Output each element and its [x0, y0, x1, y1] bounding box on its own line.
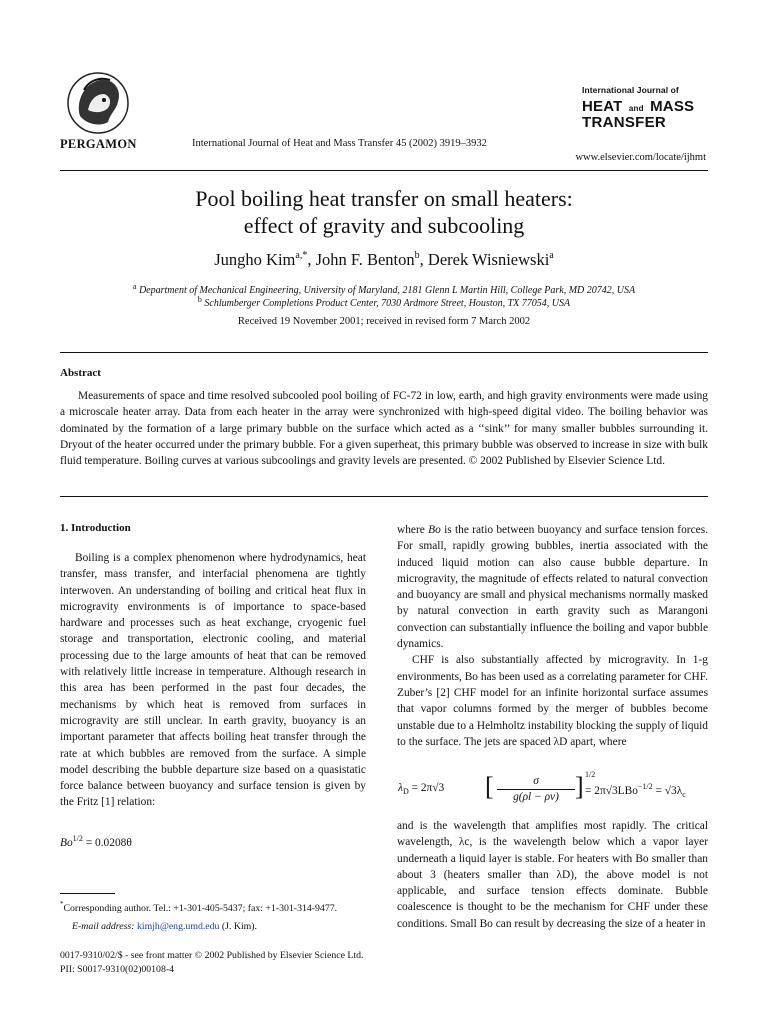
footnote-rule [60, 893, 115, 894]
equation-zuber [397, 772, 708, 808]
footnote-email-line [60, 919, 366, 934]
affiliation-mark: b [197, 295, 202, 304]
intro-right-column-continued [397, 818, 708, 932]
author-affil-mark: b [414, 250, 420, 261]
title-line-2: effect of gravity and subcooling [243, 213, 525, 238]
email-link[interactable]: kimjh@eng.umd.edu [136, 921, 220, 932]
intro-left-column [60, 550, 366, 811]
footnote [60, 897, 366, 934]
eq-bracket-right: ] [575, 772, 584, 801]
journal-brand-logo [582, 86, 694, 130]
eq-numerator: σ [497, 774, 575, 790]
text-run: where [397, 524, 429, 536]
affiliation-mark: a [132, 282, 137, 291]
section-heading: 1. Introduction [60, 522, 131, 534]
brand-heat: HEAT [582, 97, 623, 115]
eq-rhs: = 0.0208θ [82, 837, 132, 849]
eq-rhs-b: = √3λ [652, 785, 683, 797]
affiliation-a [0, 282, 768, 296]
author-name: Derek Wisniewski [427, 250, 550, 269]
abstract-heading: Abstract [60, 367, 101, 379]
intro-paragraph: Boiling is a complex phenomenon where hydrodynamics, heat transfer, mass transfer, and interfacial phenomena are tightly interwoven. An understanding of boiling and critical heat flux in microgravity environments is of importance to space-based hardware and processes such as heat exchange, cryogenic fuel storage and transportation, electronic cooling, and material processing due to the large amounts of heat that can be removed with relatively little increase in temperature. Although research in this area has been performed in the past four decades, the mechanisms by which heat is removed from surfaces in microgravity are still unclear. In earth gravity, buoyancy is an important parameter that affects boiling heat transfer through the rate at which bubbles are removed from the surface. A simple model describing the bubble departure size based on a quasistatic force balance between buoyancy and surface tension is given by the Fritz [1] relation: [60, 552, 366, 809]
email-label: E-mail address: [72, 921, 135, 932]
abstract-body [60, 388, 708, 469]
affiliation-b [0, 295, 768, 309]
pii-line: PII: S0017-9310(02)00108-4 [60, 964, 175, 975]
eq-rhs-exponent: −1/2 [637, 782, 653, 791]
eq-lambda: λ [398, 782, 403, 794]
article-title [0, 185, 768, 239]
author-separator: , [419, 250, 428, 269]
intro-paragraph [397, 522, 708, 652]
issn-line: 0017-9310/02/$ - see front matter © 2002 Published by Elsevier Science Ltd. [60, 950, 364, 961]
author-affil-mark: a [549, 250, 554, 261]
header-rule [60, 170, 708, 171]
abstract-top-rule [60, 352, 708, 353]
journal-url[interactable]: www.elsevier.com/locate/ijhmt [575, 152, 706, 163]
eq-rhs [585, 782, 686, 799]
eq-rhs-a: = 2π√3LBo [585, 785, 638, 797]
equation-fritz [60, 834, 132, 849]
title-line-1: Pool boiling heat transfer on small heaters: [195, 186, 573, 211]
author-name: Jungho Kim [214, 250, 296, 269]
affiliation-text: Schlumberger Completions Product Center, 7030 Ardmore Street, Houston, TX 77054, USA [204, 298, 571, 309]
eq-bracket-left: [ [485, 772, 494, 801]
abstract-text: Measurements of space and time resolved subcooled pool boiling of FC-72 in low, earth, and high gravity environments were made using a microscale heater array. Data from each heater in the array were synchronized with high-speed digital video. The boiling behavior was dominated by the formation of a large primary bubble on the surface which acted as a ‘‘sink’’ for many smaller bubbles surrounding it. Dryout of the heater occurred under the primary bubble. For a given superheat, this primary bubble was observed to increase in size with bulk fluid temperature. Boiling curves at various subcoolings and gravity levels are presented. © 2002 Published by Elsevier Science Ltd. [60, 390, 708, 468]
journal-citation: International Journal of Heat and Mass Transfer 45 (2002) 3919–3932 [192, 138, 487, 149]
eq-denominator: g(ρl − ρv) [513, 791, 559, 803]
author-list [0, 250, 768, 270]
brand-and: and [628, 103, 644, 113]
publisher-logo [58, 70, 138, 136]
brand-line-2 [582, 99, 694, 114]
intro-paragraph: CHF is also substantially affected by microgravity. In 1-g environments, Bo has been used as a correlating parameter for CHF. Zuber’s [2] CHF model for an infinite horizontal surface assumes that vapor columns formed by the merger of bubbles become unstable due to a Helmholtz instability blocking the supply of liquid to the surface. The jets are spaced λD apart, where [397, 654, 708, 748]
brand-mass: MASS [650, 97, 695, 115]
brand-line-1: International Journal of [582, 85, 679, 95]
eq-mid: = 2π√3 [408, 782, 445, 794]
text-run-italic: Bo [428, 524, 441, 536]
intro-right-column [397, 522, 708, 750]
eq-fraction [497, 774, 575, 805]
footnote-mark: * [60, 900, 64, 908]
author-separator: , [307, 250, 316, 269]
text-run: is the ratio between buoyancy and surface tension forces. For small, rapidly growing bubbles, inertia associated with the induced liquid motion can also cause bubble departure. In microgravity, the magnitude of effects related to natural convection and buoyancy are small and physical mechanisms normally masked by natural convection in earth gravity such as Marangoni convection can substantially influence the boiling and vapor bubble dynamics. [397, 524, 708, 651]
eq-rhs-subscript: c [682, 790, 686, 799]
publisher-name: PERGAMON [60, 137, 137, 151]
abstract-bottom-rule [60, 496, 708, 497]
affiliation-text: Department of Mechanical Engineering, University of Maryland, 2181 Glenn L Martin Hill, College Park, MD 20742, USA [138, 285, 636, 296]
footnote-corresponding-text: Corresponding author. Tel.: +1-301-405-5437; fax: +1-301-314-9477. [63, 903, 338, 914]
author-name: John F. Benton [315, 250, 415, 269]
eq-exponent: 1/2 [585, 770, 596, 779]
footnote-corresponding [60, 897, 366, 916]
brand-transfer: TRANSFER [582, 113, 667, 131]
eq-lhs-subscript: D [402, 787, 409, 796]
eq-lhs [398, 782, 444, 796]
eq-exponent: 1/2 [72, 834, 83, 843]
intro-paragraph: and is the wavelength that amplifies most rapidly. The critical wavelength, λc, is the wavelength below which a vapor layer underneath a liquid layer is stable. For heaters with Bo smaller than about 3 (heaters smaller than λD), the above model is not applicable, and surface tension effects dominate. Bubble coalescence is thought to be the mechanism for CHF under these conditions. Small Bo can result by decreasing the size of a heater in [397, 820, 708, 930]
author-affil-mark: a,* [295, 250, 308, 261]
received-dates: Received 19 November 2001; received in revised form 7 March 2002 [237, 316, 531, 327]
eq-symbol: Bo [60, 837, 73, 849]
email-suffix: (J. Kim). [219, 921, 258, 932]
